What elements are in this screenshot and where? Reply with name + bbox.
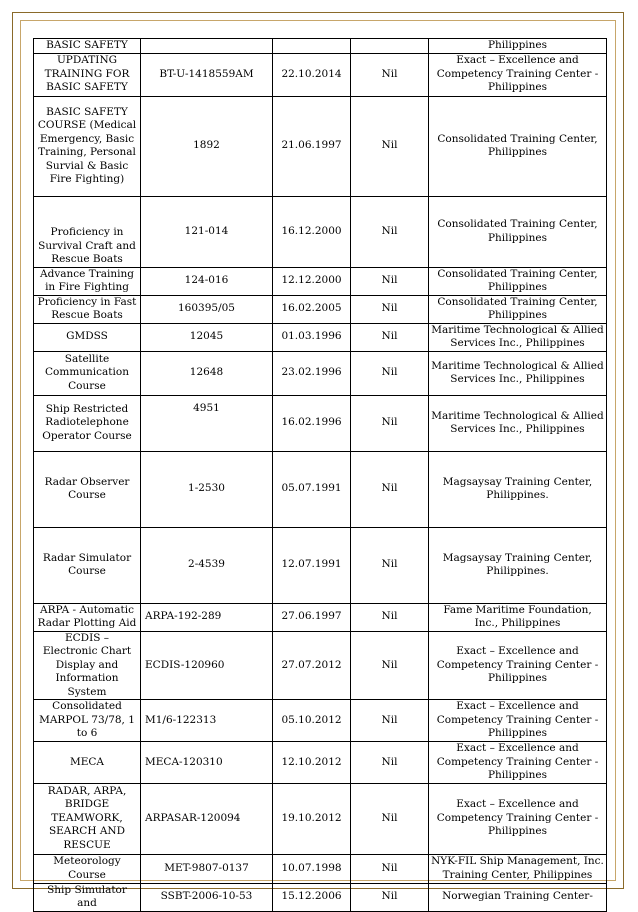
expiry-cell: Nil (351, 854, 429, 883)
training-center-cell: Exact – Excellence and Competency Training Center - Philippines (429, 631, 607, 700)
cert-number-cell: ARPASAR-120094 (141, 783, 273, 854)
course-cell: Radar Observer Course (34, 451, 141, 527)
date-issued-cell: 12.07.1991 (273, 527, 351, 603)
course-cell: ARPA - Automatic Radar Plotting Aid (34, 603, 141, 631)
table-row (34, 96, 607, 196)
course-cell: ECDIS – Electronic Chart Display and Information System (34, 631, 141, 700)
course-cell: Proficiency in Survival Craft and Rescue Boats (34, 196, 141, 267)
course-cell: Proficiency in Fast Rescue Boats (34, 295, 141, 323)
table-row (34, 527, 607, 603)
table-row (34, 700, 607, 742)
date-issued-cell: 10.07.1998 (273, 854, 351, 883)
cert-number-cell: 2-4539 (141, 527, 273, 603)
expiry-cell: Nil (351, 883, 429, 911)
course-cell: BASIC SAFETY (34, 39, 141, 54)
training-center-cell: NYK-FIL Ship Management, Inc. Training Center, Philippines (429, 854, 607, 883)
course-cell: Radar Simulator Course (34, 527, 141, 603)
training-center-cell: Philippines (429, 39, 607, 54)
expiry-cell: Nil (351, 783, 429, 854)
expiry-cell: Nil (351, 451, 429, 527)
document-page (33, 38, 606, 912)
date-issued-cell: 22.10.2014 (273, 53, 351, 96)
date-issued-cell: 05.07.1991 (273, 451, 351, 527)
date-issued-cell: 19.10.2012 (273, 783, 351, 854)
date-issued-cell: 23.02.1996 (273, 351, 351, 395)
expiry-cell: Nil (351, 295, 429, 323)
course-cell: GMDSS (34, 323, 141, 351)
course-cell: Consolidated MARPOL 73/78, 1 to 6 (34, 700, 141, 742)
training-center-cell: Consolidated Training Center, Philippines (429, 267, 607, 295)
cert-number-cell: 12045 (141, 323, 273, 351)
training-table (33, 38, 607, 912)
date-issued-cell: 01.03.1996 (273, 323, 351, 351)
training-center-cell: Fame Maritime Foundation, Inc., Philippines (429, 603, 607, 631)
training-center-cell: Exact – Excellence and Competency Training Center - Philippines (429, 783, 607, 854)
cert-number-cell: ECDIS-120960 (141, 631, 273, 700)
table-row (34, 53, 607, 96)
training-center-cell: Consolidated Training Center, Philippines (429, 295, 607, 323)
table-row (34, 631, 607, 700)
training-center-cell: Exact – Excellence and Competency Training Center - Philippines (429, 700, 607, 742)
training-center-cell: Maritime Technological & Allied Services Inc., Philippines (429, 323, 607, 351)
date-issued-cell (273, 39, 351, 54)
expiry-cell: Nil (351, 527, 429, 603)
expiry-cell: Nil (351, 603, 429, 631)
cert-number-cell: ARPA-192-289 (141, 603, 273, 631)
date-issued-cell: 27.06.1997 (273, 603, 351, 631)
cert-number-cell: 1892 (141, 96, 273, 196)
expiry-cell: Nil (351, 631, 429, 700)
table-row (34, 783, 607, 854)
cert-number-cell: M1/6-122313 (141, 700, 273, 742)
training-center-cell: Consolidated Training Center, Philippines (429, 196, 607, 267)
cert-number-cell (141, 39, 273, 54)
table-row (34, 351, 607, 395)
training-center-cell: Exact – Excellence and Competency Training Center - Philippines (429, 742, 607, 784)
date-issued-cell: 05.10.2012 (273, 700, 351, 742)
training-center-cell: Magsaysay Training Center, Philippines. (429, 527, 607, 603)
table-row (34, 395, 607, 451)
cert-number-cell: 160395/05 (141, 295, 273, 323)
course-cell: Satellite Communication Course (34, 351, 141, 395)
expiry-cell: Nil (351, 700, 429, 742)
expiry-cell: Nil (351, 323, 429, 351)
course-cell: BASIC SAFETY COURSE (Medical Emergency, Basic Training, Personal Survial & Basic Fire Fighting) (34, 96, 141, 196)
expiry-cell: Nil (351, 53, 429, 96)
table-row (34, 196, 607, 267)
table-row (34, 451, 607, 527)
table-row (34, 267, 607, 295)
table-row (34, 295, 607, 323)
cert-number-cell: MECA-120310 (141, 742, 273, 784)
table-row (34, 39, 607, 54)
table-row (34, 742, 607, 784)
cert-number-cell: MET-9807-0137 (141, 854, 273, 883)
cert-number-cell: 4951 (141, 395, 273, 451)
expiry-cell: Nil (351, 395, 429, 451)
cert-number-cell: 124-016 (141, 267, 273, 295)
table-row (34, 603, 607, 631)
date-issued-cell: 16.02.1996 (273, 395, 351, 451)
cert-number-cell: 12648 (141, 351, 273, 395)
course-cell: Meteorology Course (34, 854, 141, 883)
date-issued-cell: 12.12.2000 (273, 267, 351, 295)
expiry-cell: Nil (351, 351, 429, 395)
training-center-cell: Magsaysay Training Center, Philippines. (429, 451, 607, 527)
date-issued-cell: 16.02.2005 (273, 295, 351, 323)
date-issued-cell: 15.12.2006 (273, 883, 351, 911)
training-center-cell: Norwegian Training Center- (429, 883, 607, 911)
date-issued-cell: 16.12.2000 (273, 196, 351, 267)
expiry-cell: Nil (351, 267, 429, 295)
table-row (34, 323, 607, 351)
date-issued-cell: 12.10.2012 (273, 742, 351, 784)
training-center-cell: Maritime Technological & Allied Services Inc., Philippines (429, 351, 607, 395)
training-center-cell: Exact – Excellence and Competency Training Center - Philippines (429, 53, 607, 96)
expiry-cell: Nil (351, 196, 429, 267)
course-cell: Advance Training in Fire Fighting (34, 267, 141, 295)
expiry-cell (351, 39, 429, 54)
course-cell: UPDATING TRAINING FOR BASIC SAFETY (34, 53, 141, 96)
expiry-cell: Nil (351, 742, 429, 784)
course-cell: RADAR, ARPA, BRIDGE TEAMWORK, SEARCH AND RESCUE (34, 783, 141, 854)
table-row (34, 883, 607, 911)
cert-number-cell: 1-2530 (141, 451, 273, 527)
date-issued-cell: 21.06.1997 (273, 96, 351, 196)
table-row (34, 854, 607, 883)
expiry-cell: Nil (351, 96, 429, 196)
cert-number-cell: SSBT-2006-10-53 (141, 883, 273, 911)
course-cell: Ship Restricted Radiotelephone Operator Course (34, 395, 141, 451)
training-center-cell: Maritime Technological & Allied Services Inc., Philippines (429, 395, 607, 451)
training-center-cell: Consolidated Training Center, Philippines (429, 96, 607, 196)
course-cell: Ship Simulator and (34, 883, 141, 911)
cert-number-cell: BT-U-1418559AM (141, 53, 273, 96)
course-cell: MECA (34, 742, 141, 784)
date-issued-cell: 27.07.2012 (273, 631, 351, 700)
cert-number-cell: 121-014 (141, 196, 273, 267)
